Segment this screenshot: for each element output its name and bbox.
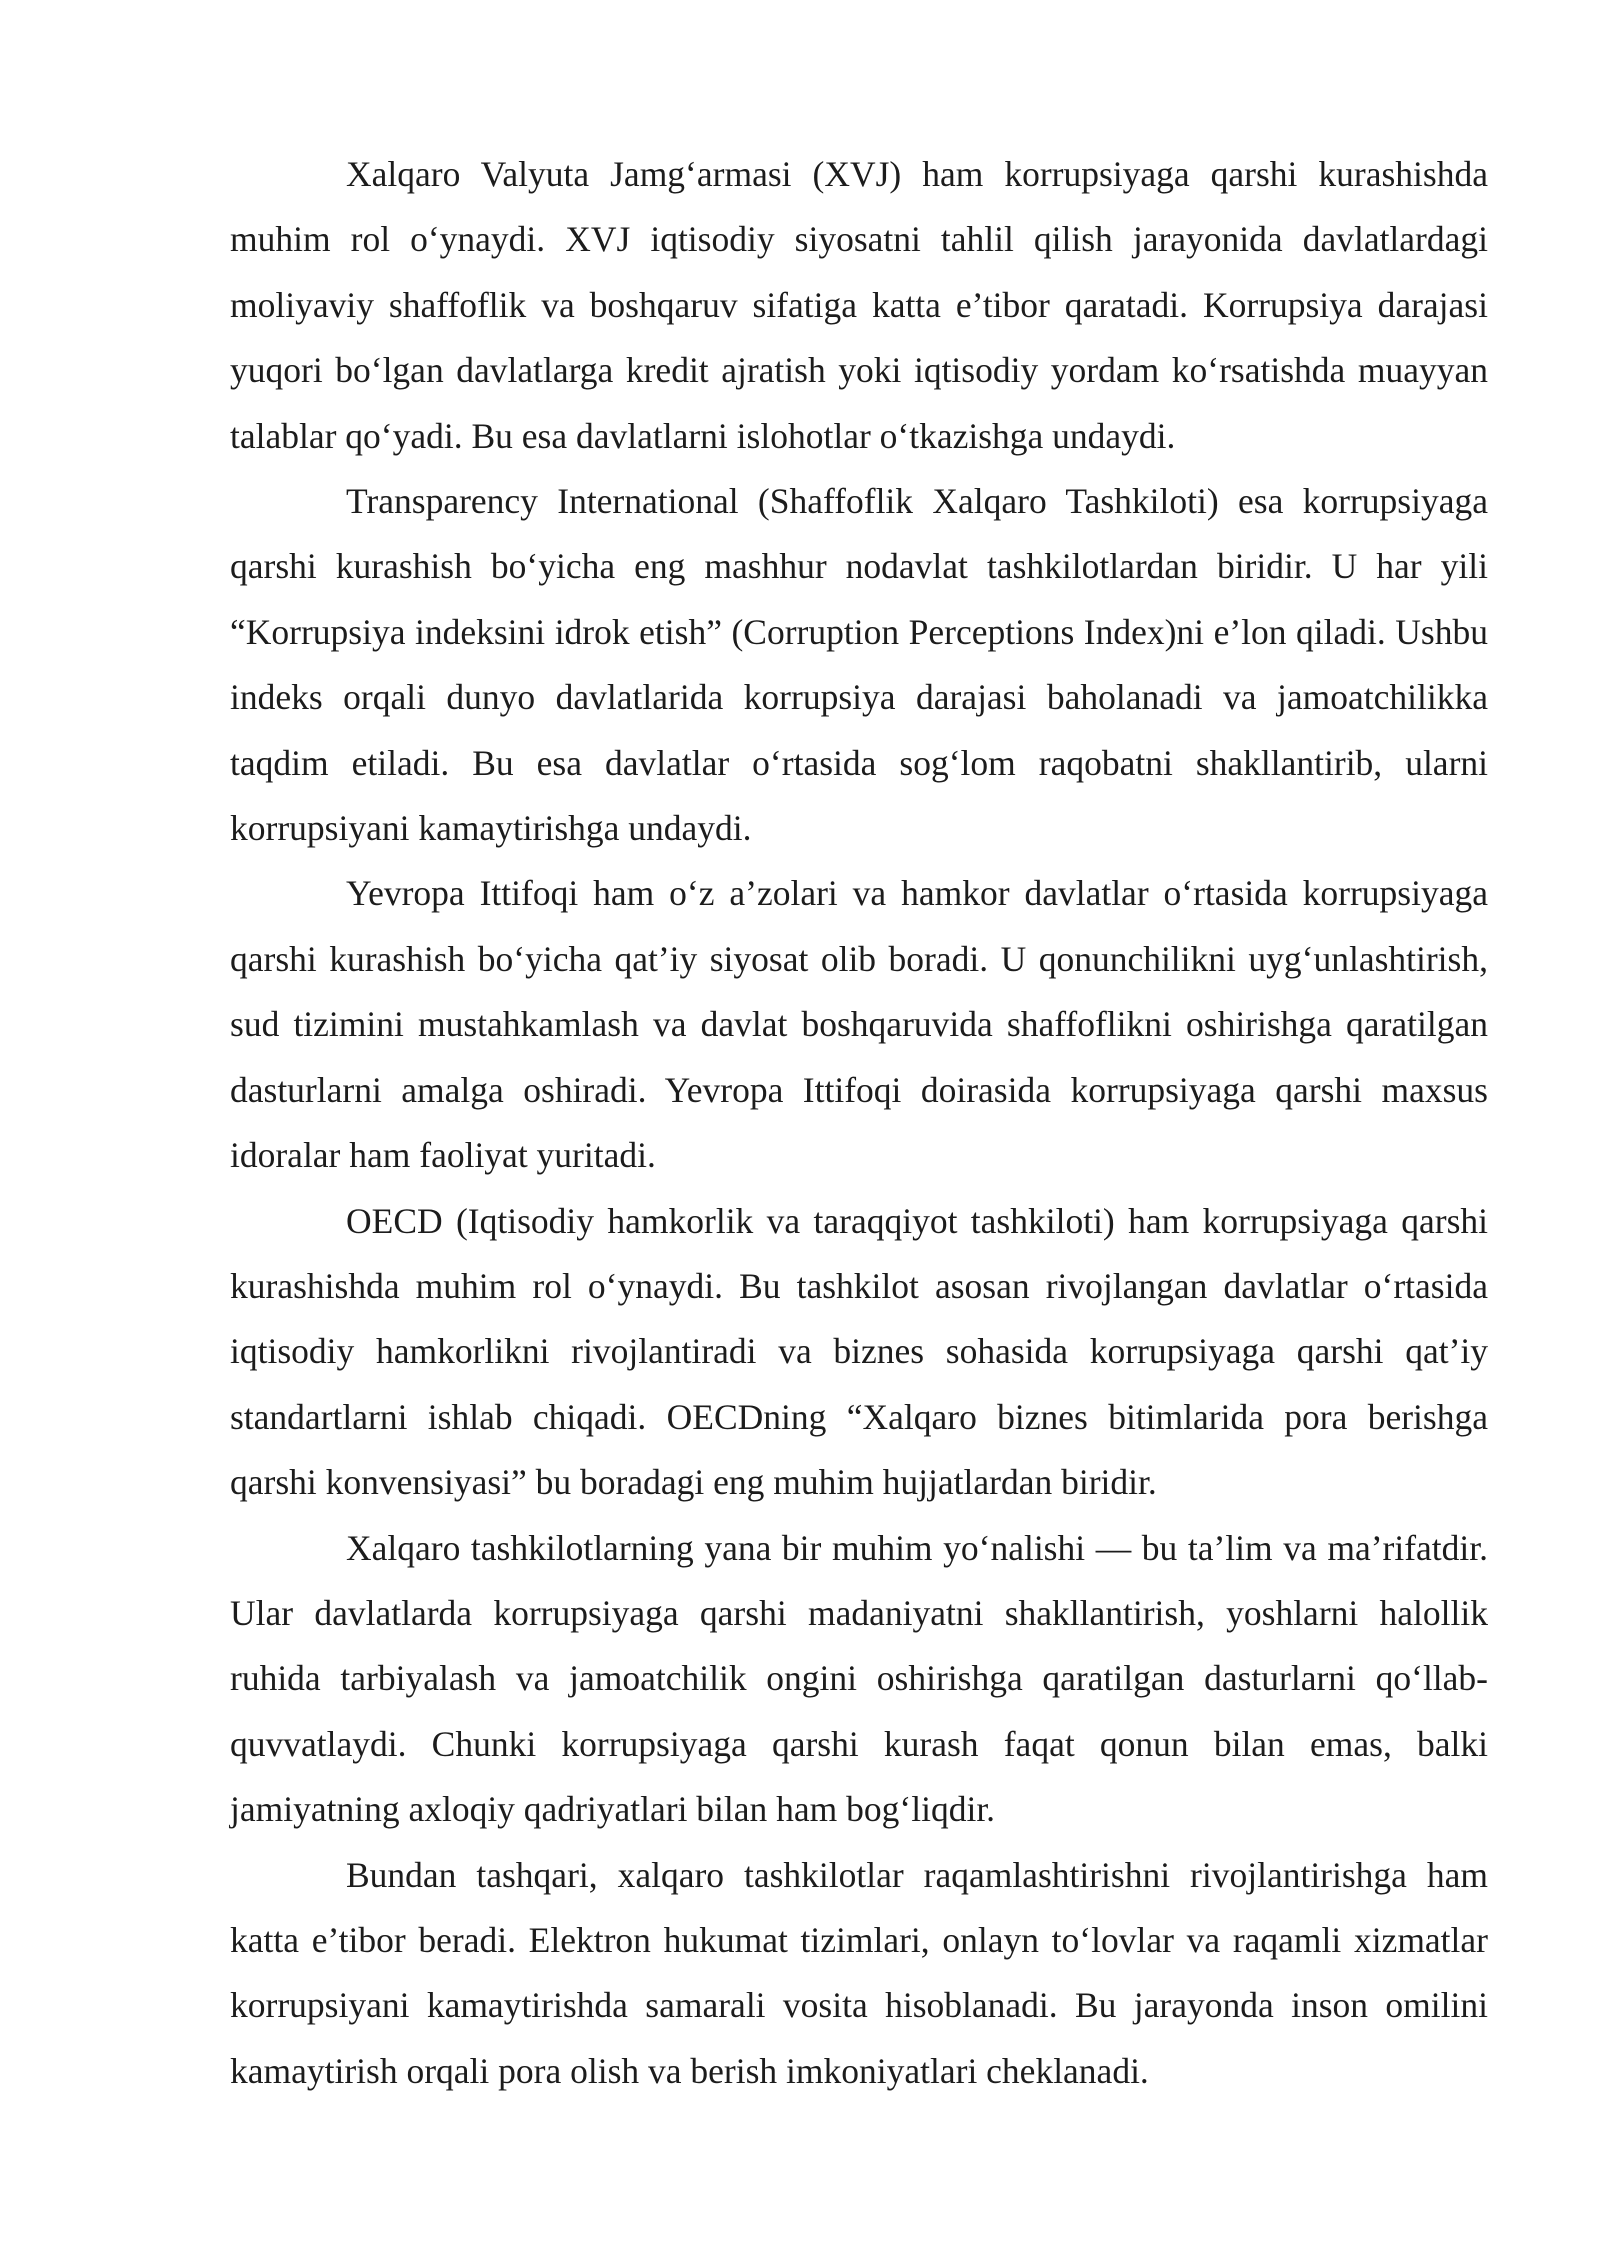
document-body [230,142,1488,2104]
paragraph-oecd: OECD (Iqtisodiy hamkorlik va taraqqiyot tashkiloti) ham korrupsiyaga qarshi kurashishda muhim rol o‘ynaydi. Bu tashkilot asosan rivojlangan davlatlar o‘rtasida iqtisodiy hamkorlikni rivojlantiradi va biznes sohasida korrupsiyaga qarshi qat’iy standartlarni ishlab chiqadi. OECDning “Xalqaro biznes bitimlarida pora berishga qarshi konvensiyasi” bu boradagi eng muhim hujjatlardan biridir. [230,1200,1488,1503]
paragraph-european-union: Yevropa Ittifoqi ham o‘z a’zolari va hamkor davlatlar o‘rtasida korrupsiyaga qarshi kurashish bo‘yicha qat’iy siyosat olib boradi. U qonunchilikni uyg‘unlashtirish, sud tizimini mustahkamlash va davlat boshqaruvida shaffoflikni oshirishga qaratilgan dasturlarni amalga oshiradi. Yevropa Ittifoqi doirasida korrupsiyaga qarshi maxsus idoralar ham faoliyat yuritadi. [230,873,1488,1176]
paragraph-imf: Xalqaro Valyuta Jamg‘armasi (XVJ) ham korrupsiyaga qarshi kurashishda muhim rol o‘ynaydi. XVJ iqtisodiy siyosatni tahlil qilish jarayonida davlatlardagi moliyaviy shaffoflik va boshqaruv sifatiga katta e’tibor qaratadi. Korrupsiya darajasi yuqori bo‘lgan davlatlarga kredit ajratish yoki iqtisodiy yordam ko‘rsatishda muayyan talablar qo‘yadi. Bu esa davlatlarni islohotlar o‘tkazishga undaydi. [230,154,1488,456]
paragraph-education: Xalqaro tashkilotlarning yana bir muhim yo‘nalishi — bu ta’lim va ma’rifatdir. Ular davlatlarda korrupsiyaga qarshi madaniyatni shakllantirish, yoshlarni halollik ruhida tarbiyalash va jamoatchilik ongini oshirishga qaratilgan dasturlarni qo‘llab-quvvatlaydi. Chunki korrupsiyaga qarshi kurash faqat qonun bilan emas, balki jamiyatning axloqiy qadriyatlari bilan ham bog‘liqdir. [230,1527,1488,1830]
paragraph-transparency-international: Transparency International (Shaffoflik Xalqaro Tashkiloti) esa korrupsiyaga qarshi kurashish bo‘yicha eng mashhur nodavlat tashkilotlardan biridir. U har yili “Korrupsiya indeksini idrok etish” (Corruption Perceptions Index)ni e’lon qiladi. Ushbu indeks orqali dunyo davlatlarida korrupsiya darajasi baholanadi va jamoatchilikka taqdim etiladi. Bu esa davlatlar o‘rtasida sog‘lom raqobatni shakllantirib, ularni korrupsiyani kamaytirishga undaydi. [230,481,1488,849]
paragraph-digitalization: Bundan tashqari, xalqaro tashkilotlar raqamlashtirishni rivojlantirishga ham katta e’tibor beradi. Elektron hukumat tizimlari, onlayn to‘lovlar va raqamli xizmatlar korrupsiyani kamaytirishda samarali vosita hisoblanadi. Bu jarayonda inson omilini kamaytirish orqali pora olish va berish imkoniyatlari cheklanadi. [230,1854,1488,2091]
